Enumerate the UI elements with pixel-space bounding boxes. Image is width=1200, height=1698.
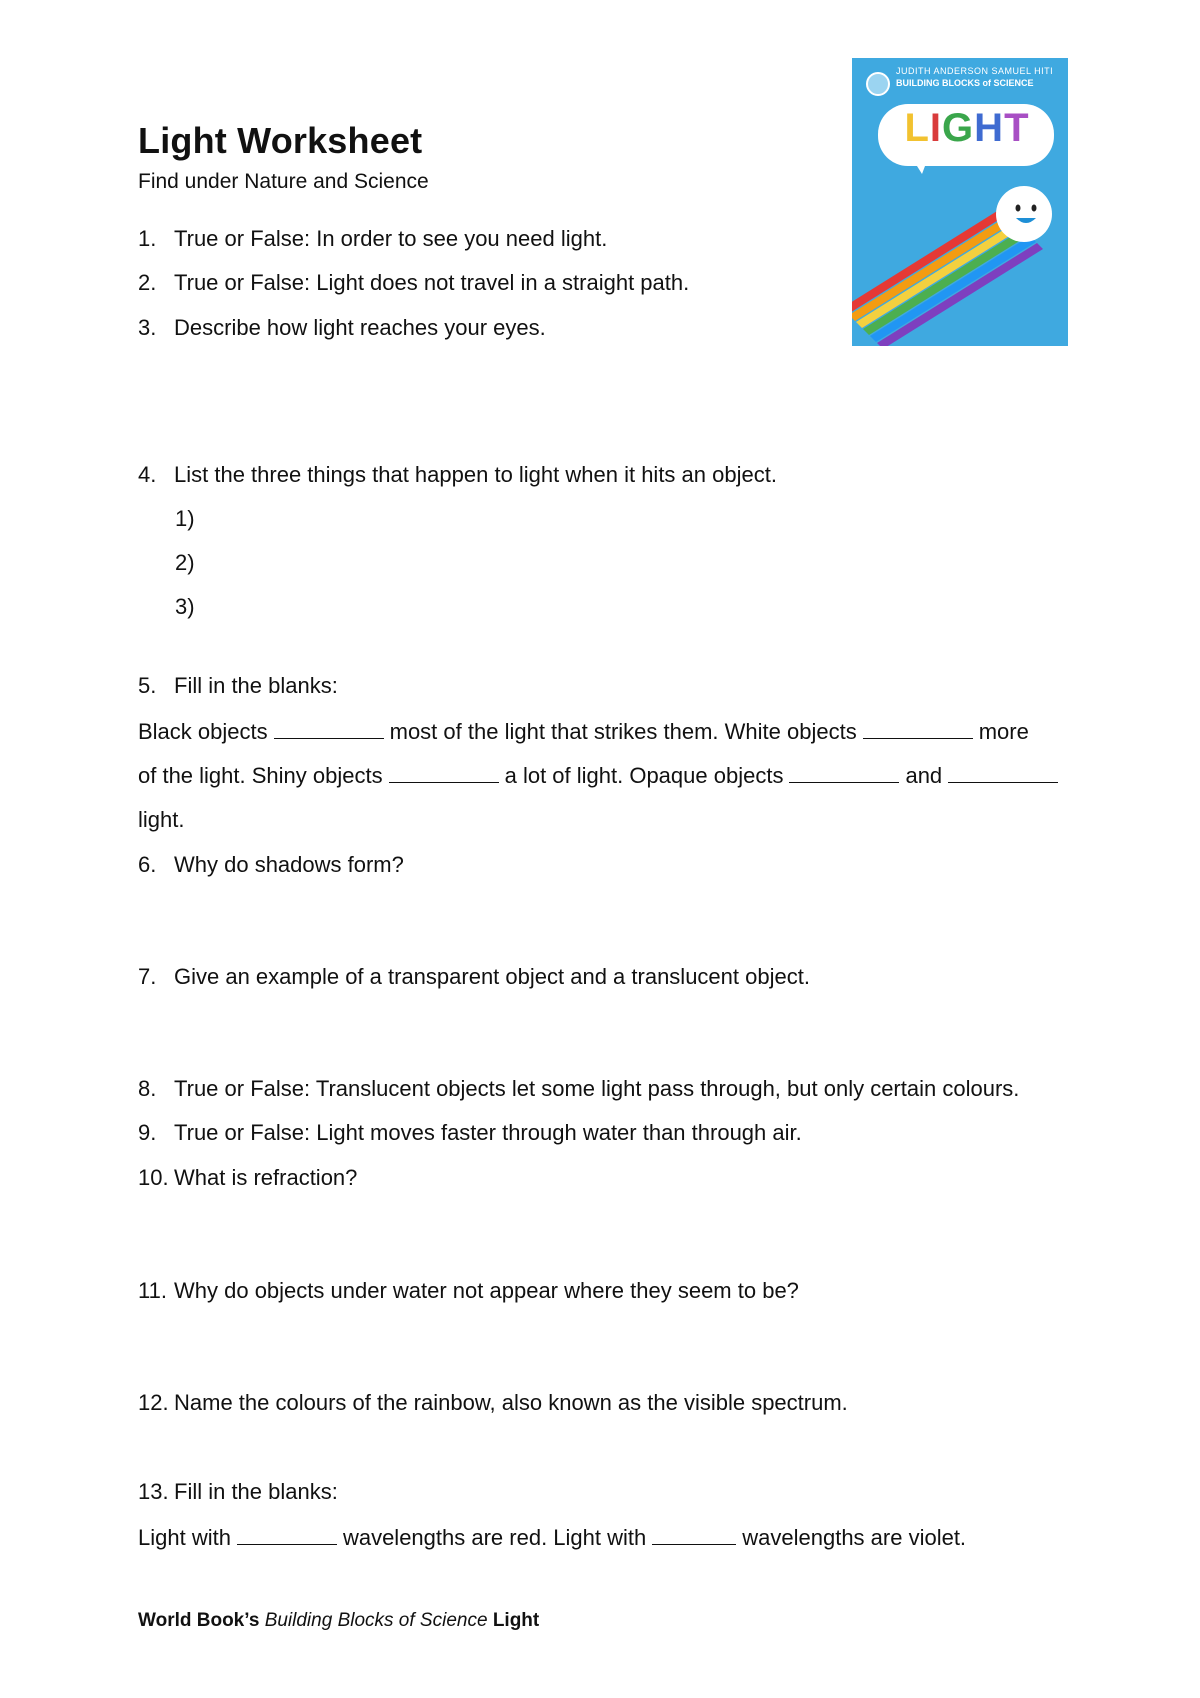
answer-slot-3: 3) xyxy=(175,594,195,619)
answer-slot-2: 2) xyxy=(175,550,195,575)
question-4: 4. List the three things that happen to light when it hits an object. xyxy=(138,462,777,487)
question-7: 7. Give an example of a transparent object and a translucent object. xyxy=(138,964,810,989)
question-5: 5. Fill in the blanks: xyxy=(138,673,338,698)
cover-letter: H xyxy=(974,106,1005,150)
fill-in-line-3: light. xyxy=(138,807,185,832)
footer-credit: World Book’s Building Blocks of Science Light xyxy=(138,1610,540,1631)
fill-in-line-13: Light with wavelengths are red. Light with wavelengths are violet. xyxy=(138,1525,967,1550)
book-cover-image xyxy=(852,58,1068,346)
blank[interactable] xyxy=(237,1524,337,1545)
blank[interactable] xyxy=(789,762,899,783)
question-11: 11. Why do objects under water not appear where they seem to be? xyxy=(138,1278,799,1303)
cover-series: BUILDING BLOCKS of SCIENCE xyxy=(896,78,1034,88)
answer-slot-1: 1) xyxy=(175,506,195,531)
page-title: Light Worksheet xyxy=(138,120,423,161)
fill-in-line-1: Black objects most of the light that strikes them. White objects more xyxy=(138,719,1029,744)
question-3: 3. Describe how light reaches your eyes. xyxy=(138,315,546,340)
page-subtitle: Find under Nature and Science xyxy=(138,170,429,193)
cover-letter: G xyxy=(942,106,975,150)
cover-authors: JUDITH ANDERSON SAMUEL HITI xyxy=(896,66,1054,76)
question-10: 10. What is refraction? xyxy=(138,1165,358,1190)
cover-letter: T xyxy=(1004,106,1030,150)
question-8: 8. True or False: Translucent objects let some light pass through, but only certain colours. xyxy=(138,1076,1020,1101)
blank[interactable] xyxy=(948,762,1058,783)
question-1: 1. True or False: In order to see you need light. xyxy=(138,226,608,251)
question-9: 9. True or False: Light moves faster through water than through air. xyxy=(138,1120,802,1145)
question-12: 12. Name the colours of the rainbow, also known as the visible spectrum. xyxy=(138,1390,848,1415)
blank[interactable] xyxy=(389,762,499,783)
cover-letter: I xyxy=(929,106,943,150)
blank[interactable] xyxy=(863,718,973,739)
cover-title-word xyxy=(882,106,1052,151)
smiling-sun-icon xyxy=(996,186,1052,242)
blank[interactable] xyxy=(274,718,384,739)
rainbow-illustration xyxy=(852,58,1068,346)
question-2: 2. True or False: Light does not travel in a straight path. xyxy=(138,270,690,295)
blank[interactable] xyxy=(652,1524,736,1545)
fill-in-line-2: of the light. Shiny objects a lot of light. Opaque objects and xyxy=(138,762,1064,789)
question-6: 6. Why do shadows form? xyxy=(138,852,404,877)
cover-letter: L xyxy=(904,106,930,150)
question-13: 13. Fill in the blanks: xyxy=(138,1479,338,1504)
